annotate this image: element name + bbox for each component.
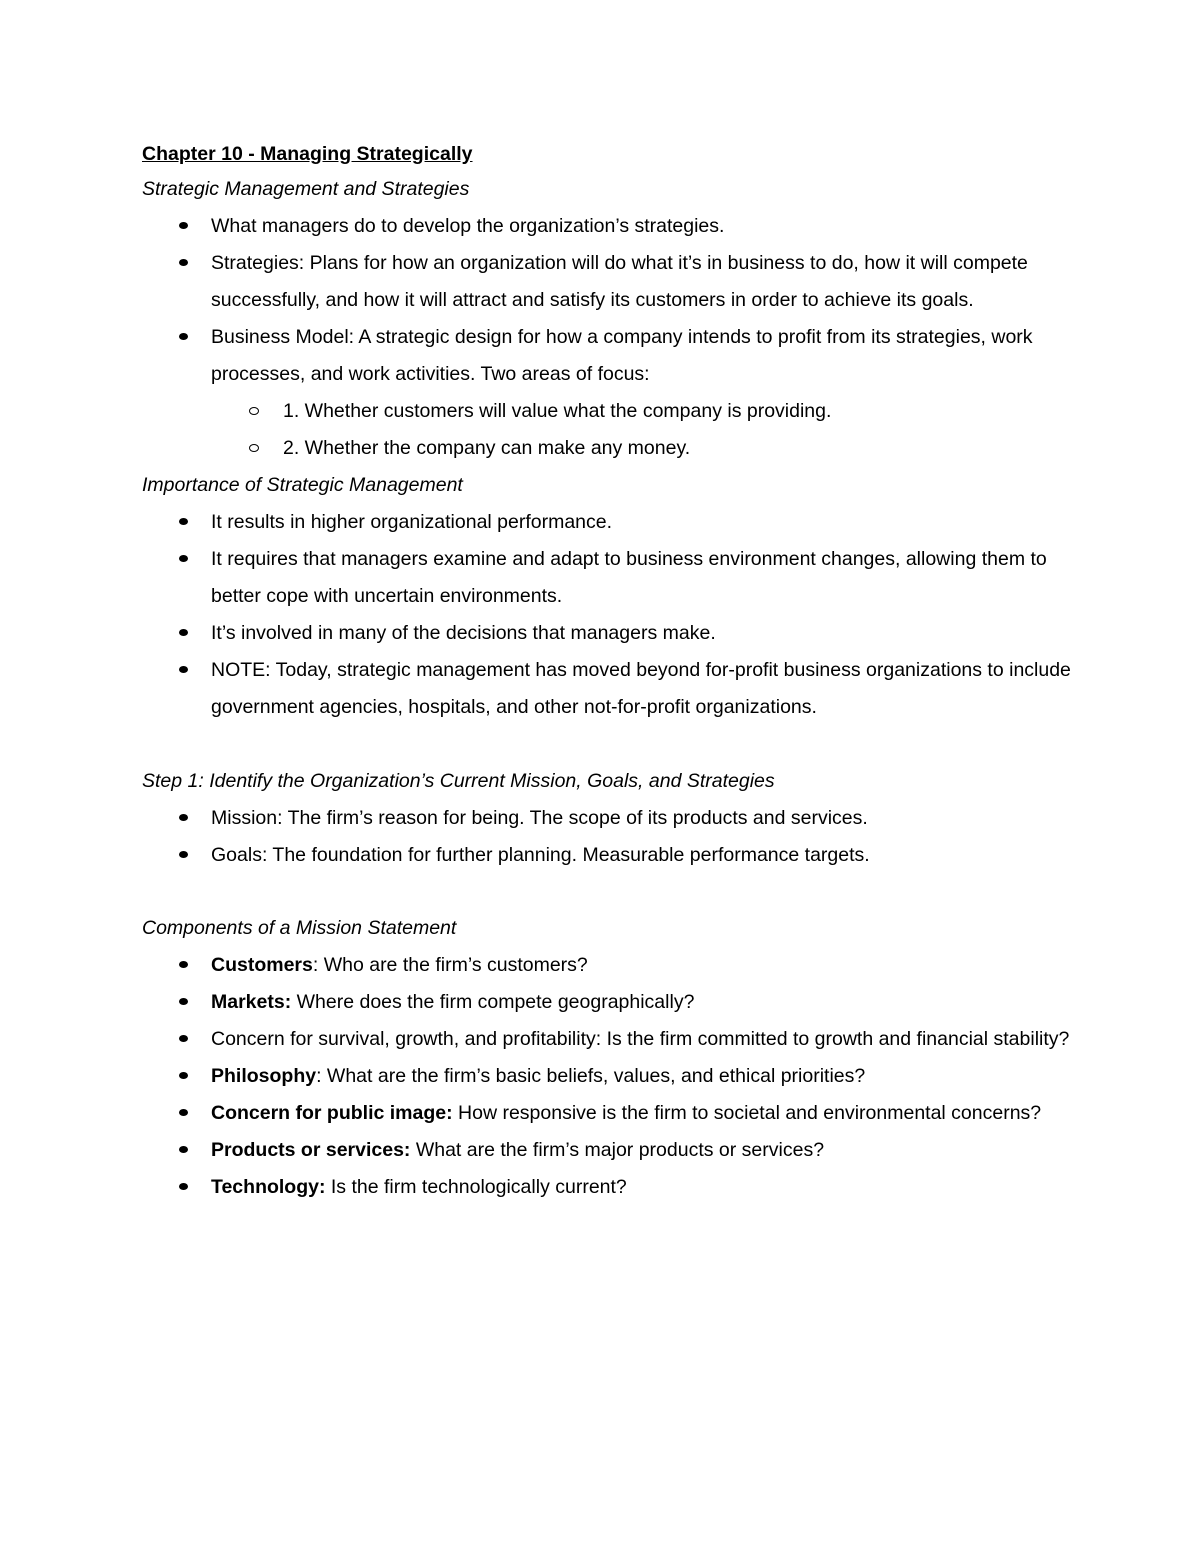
term-description: Concern for survival, growth, and profitability: Is the firm committed to growth and financial stability? [211,1028,1070,1050]
document-title: Chapter 10 - Managing Strategically [142,143,473,165]
document-page [142,137,1072,1206]
list-item [211,1132,1072,1169]
list-item: NOTE: Today, strategic management has moved beyond for-profit business organizations to include government agencies, hospitals, and other not-for-profit organizations. [211,652,1072,726]
list-item [211,1021,1072,1058]
list-item: It’s involved in many of the decisions that managers make. [211,615,1072,652]
term-label: Concern for public image: [211,1102,453,1124]
term-description: What are the firm’s major products or services? [410,1139,825,1161]
list-item [211,1095,1072,1132]
term-label: Technology: [211,1176,326,1198]
term-description: Is the firm technologically current? [325,1176,627,1198]
list-item: It requires that managers examine and adapt to business environment changes, allowing them to better cope with uncertain environments. [211,541,1072,615]
term-label: Philosophy [211,1065,317,1087]
term-description: : Who are the firm’s customers? [312,954,588,976]
spacer [142,726,1072,763]
list-item [211,1169,1072,1206]
section-heading: Strategic Management and Strategies [142,178,470,200]
term-label: Customers [211,954,313,976]
bullet-list [142,947,1072,1206]
spacer [142,874,1072,910]
list-item [211,1058,1072,1095]
section-heading: Components of a Mission Statement [142,917,457,939]
sub-list-item: 2. Whether the company can make any money. [283,430,1072,467]
list-item: It results in higher organizational performance. [211,504,1072,541]
term-label: Markets: [211,991,292,1013]
list-item-text: Business Model: A strategic design for how a company intends to profit from its strategies, work processes, and work activities. Two areas of focus: [211,326,1033,385]
term-label: Products or services: [211,1139,411,1161]
list-item [211,319,1072,467]
term-description: : What are the firm’s basic beliefs, values, and ethical priorities? [316,1065,866,1087]
list-item: Goals: The foundation for further planning. Measurable performance targets. [211,837,1072,874]
list-item [211,984,1072,1021]
section-heading: Step 1: Identify the Organization’s Current Mission, Goals, and Strategies [142,770,775,792]
bullet-list [142,208,1072,467]
section-heading: Importance of Strategic Management [142,474,463,496]
term-description: How responsive is the firm to societal and environmental concerns? [452,1102,1042,1124]
list-item: Strategies: Plans for how an organization will do what it’s in business to do, how it will compete successfully, and how it will attract and satisfy its customers in order to achieve its goals. [211,245,1072,319]
list-item: Mission: The firm’s reason for being. The scope of its products and services. [211,800,1072,837]
list-item: What managers do to develop the organization’s strategies. [211,208,1072,245]
bullet-list [142,504,1072,726]
term-description: Where does the firm compete geographically? [291,991,695,1013]
list-item [211,947,1072,984]
sub-list-item: 1. Whether customers will value what the company is providing. [283,393,1072,430]
bullet-list [142,800,1072,874]
sub-list [211,393,1072,467]
